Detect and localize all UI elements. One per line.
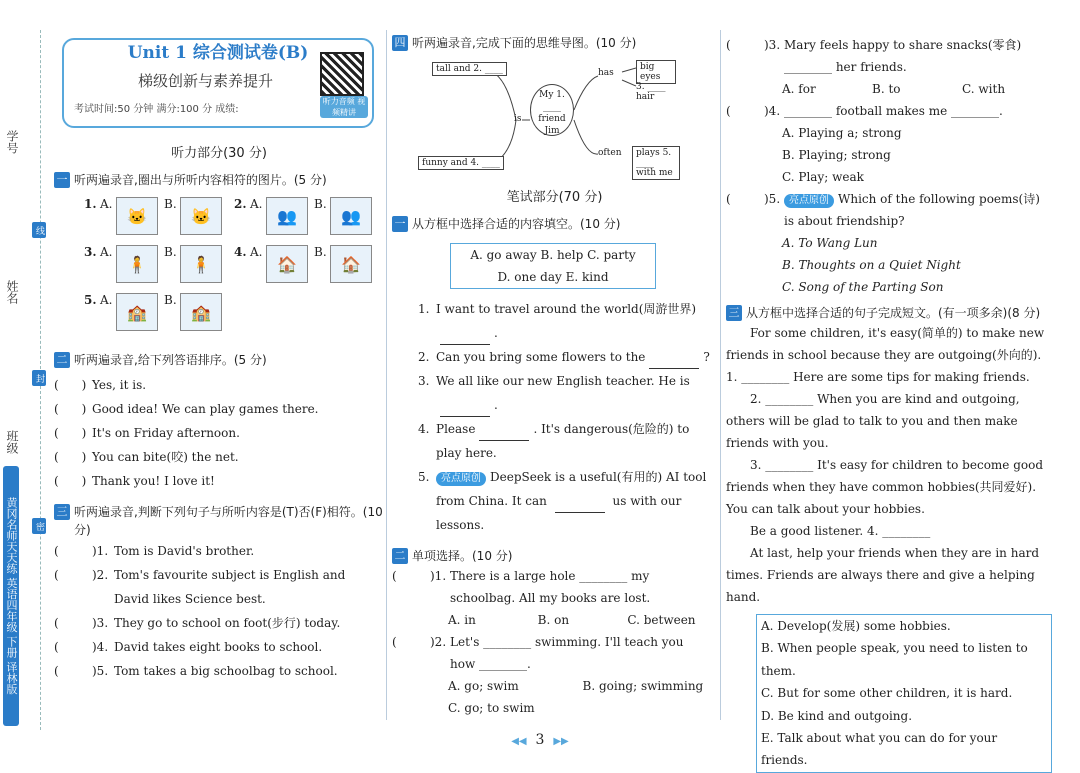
mind-map-link: has [598,68,614,78]
original-badge: 亮点原创 [784,194,834,208]
list-item: ( ) It's on Friday afternoon. [54,426,240,440]
list-item: ( ) Thank you! I love it! [54,474,215,488]
list-item: ( )4. ________ football makes me ________. [726,104,1003,118]
option-item: A. Develop(发展) some hobbies. [761,619,951,633]
column-right [726,30,1052,773]
list-item: ( )2. Tom's favourite subject is English and David likes Science best. [54,568,346,606]
option-item: E. Talk about what you can do for your friends. [761,731,998,768]
column-left [54,30,384,683]
children-image[interactable]: 👥 [266,197,308,235]
column-divider [720,30,721,720]
student-id-label: 学号 [5,130,19,154]
prev-arrow-icon[interactable]: ◀◀ [511,736,527,747]
line-mark: 线 [32,222,46,238]
list-item: ( )2. Let's ________ swimming. I'll teach you how ________. [392,635,684,671]
fill-blank-list [392,297,717,537]
picture-question: 5. A. 🏫 B. 🏫 [84,293,234,331]
mind-map-node: 3. ____ hair [636,82,666,102]
section-title: 从方框中选择合适的句子完成短文。(有一项多余)(8 分) [746,306,1041,320]
section-heading [54,171,384,189]
writing-part-label: 笔试部分(70 分) [506,190,603,205]
list-item: ( )3. Mary feels happy to share snacks(零食) ________ her friends. [726,38,1022,74]
sentence-options-box [756,614,1052,773]
answer-blank[interactable] [440,402,490,417]
mind-map-center: My 1. ____ friend Jim [530,84,574,136]
page-number: ◀◀ 3 ▶▶ [511,732,569,748]
title-box [62,38,374,128]
list-item: ( )4. David takes eight books to school. [54,640,323,654]
list-item: 2. Can you bring some flowers to the ? [418,345,717,369]
answer-blank[interactable] [479,426,529,441]
true-false-list [54,539,384,683]
mind-map-link: often [598,148,622,158]
list-item: 3. We all like our new English teacher. He is . [418,369,717,417]
answer-blank[interactable] [649,354,699,369]
column-middle [392,30,717,719]
picture-question: 1. A. 🐱 B. 🐱 [84,197,234,235]
unit-title: Unit 1 综合测试卷(B) [124,43,313,63]
section-heading: 一 从方框中选择合适的内容填空。(10 分) [392,215,717,233]
mind-map-node: funny and 4. ____ [418,156,504,170]
children-image[interactable]: 👥 [330,197,372,235]
section-number: 一 [54,172,70,188]
list-item: ( ) Good idea! We can play games there. [54,402,319,416]
word-bank: A. go away B. help C. party D. one day E. kind [450,243,656,289]
section-title: 单项选择。(10 分) [412,549,513,563]
mind-map-node: plays 5. ____ with me [632,146,680,180]
picture-question: 3. A. 🧍 B. 🧍 [84,245,234,283]
list-item: ( ) Yes, it is. [54,378,147,392]
multiple-choice-list-cont: ( )3. Mary feels happy to share snacks(零食) ________ her friends. A. for B. to C. with ( )4. ________ football makes me ________. A. Playing a; strong B. Playing; strong C. Play; weak ( )5. 亮点原创 Which of the following poems(诗) is about friendship? A. To Wang Lun B. Thoughts on a Quiet Night C. Song of the Parting Son [726,34,1052,298]
picture-question: 4. A. 🏠 B. 🏠 [234,245,384,283]
list-item: ( )1. There is a large hole ________ my schoolbag. All my books are lost. [392,569,651,605]
answer-blank[interactable] [555,498,605,513]
qr-code-icon[interactable] [320,52,364,96]
cat-image[interactable]: 🐱 [180,197,222,235]
dense-mark: 密 [32,518,46,534]
next-arrow-icon[interactable]: ▶▶ [553,736,569,747]
mind-map-node: big eyes [636,60,676,84]
mind-map-link: is [514,114,522,124]
column-divider [386,30,387,720]
answer-blank[interactable] [440,330,490,345]
listening-part-label: 听力部分(30 分) [171,146,267,161]
section-heading: 三 听两遍录音,判断下列句子与所听内容是(T)否(F)相符。(10 分) [54,503,384,539]
section-title: 从方框中选择合适的内容填空。(10 分) [412,217,621,231]
original-badge: 亮点原创 [436,472,486,486]
binding-strip [0,0,48,764]
section-heading: 三 从方框中选择合适的句子完成短文。(有一项多余)(8 分) [726,304,1052,322]
list-item: 1. I want to travel around the world(周游世界) . [418,297,717,345]
option-item: D. Be kind and outgoing. [761,708,913,723]
list-item: ( )3. They go to school on foot(步行) today. [54,616,341,630]
list-item: ( ) You can bite(咬) the net. [54,450,239,464]
book-title-band: 黄冈名师天天练 英语四年级 下册 译林版 [3,466,19,726]
classroom-image[interactable]: 🏫 [116,293,158,331]
section-title: 听两遍录音,判断下列句子与所听内容是(T)否(F)相符。(10 分) [74,505,383,537]
list-item: 5. 亮点原创 DeepSeek is a useful(有用的) AI tool from China. It can us with our lessons. [418,470,707,532]
cat-image[interactable]: 🐱 [116,197,158,235]
exam-info: 考试时间:50 分钟 满分:100 分 成绩: [74,104,239,115]
section-heading: 四 听两遍录音,完成下面的思维导图。(10 分) [392,34,717,52]
section-title: 听两遍录音,给下列答语排序。(5 分) [74,353,267,367]
classroom-image[interactable]: 🏫 [180,293,222,331]
passage: For some children, it's easy(简单的) to make new friends in school because they are outgoing(外向的). 1. ________ Here are some tips for making friends. 2. ________ When you are kind and outgoing, others will be glad to talk to you and then make friends with you. 3. ________ It's easy for children to become good friends when they have common hobbies(共同爱好). You can talk about your hobbies. Be a good listener. 4. ________ At last, help your friends when they are in hard times. Friends are always there and give a helping hand. [726,326,1045,604]
boy-image[interactable]: 🧍 [116,245,158,283]
class-label: 班级 [5,430,19,454]
seal-mark: 封 [32,370,46,386]
multiple-choice-list: ( )1. There is a large hole ________ my schoolbag. All my books are lost. A. in B. on C. between ( )2. Let's ________ swimming. I'll teach you how ________. A. go; swim B. going; swimming C. go; to swim [392,565,717,719]
qr-caption: 听力音频 视频精讲 [320,96,368,118]
ordering-list [54,373,384,493]
mind-map-node: tall and 2. ____ [432,62,507,76]
section-heading: 二 听两遍录音,给下列答语排序。(5 分) [54,351,384,369]
mind-map [422,60,676,178]
name-label: 姓名 [5,280,19,304]
section-title: 听两遍录音,完成下面的思维导图。(10 分) [412,36,637,50]
list-item: ( )5. Tom takes a big schoolbag to school. [54,664,338,678]
option-item: B. When people speak, you need to listen to them. [761,641,1028,678]
section-title: 听两遍录音,圈出与所听内容相符的图片。(5 分) [74,173,327,187]
boy-image[interactable]: 🧍 [180,245,222,283]
picture-question: 2. A. 👥 B. 👥 [234,197,384,235]
option-item: C. But for some other children, it is hard. [761,686,1013,701]
house-image[interactable]: 🏠 [266,245,308,283]
list-item: 4. Please . It's dangerous(危险的) to play here. [418,422,690,460]
picture-questions [84,197,384,341]
list-item: ( )1. Tom is David's brother. [54,544,255,558]
house-image[interactable]: 🏠 [330,245,372,283]
section-heading: 二 单项选择。(10 分) [392,547,717,565]
list-item: ( )5. 亮点原创 Which of the following poems(诗) is about friendship? [726,192,1040,228]
subtitle: 梯级创新与素养提升 [138,72,274,90]
